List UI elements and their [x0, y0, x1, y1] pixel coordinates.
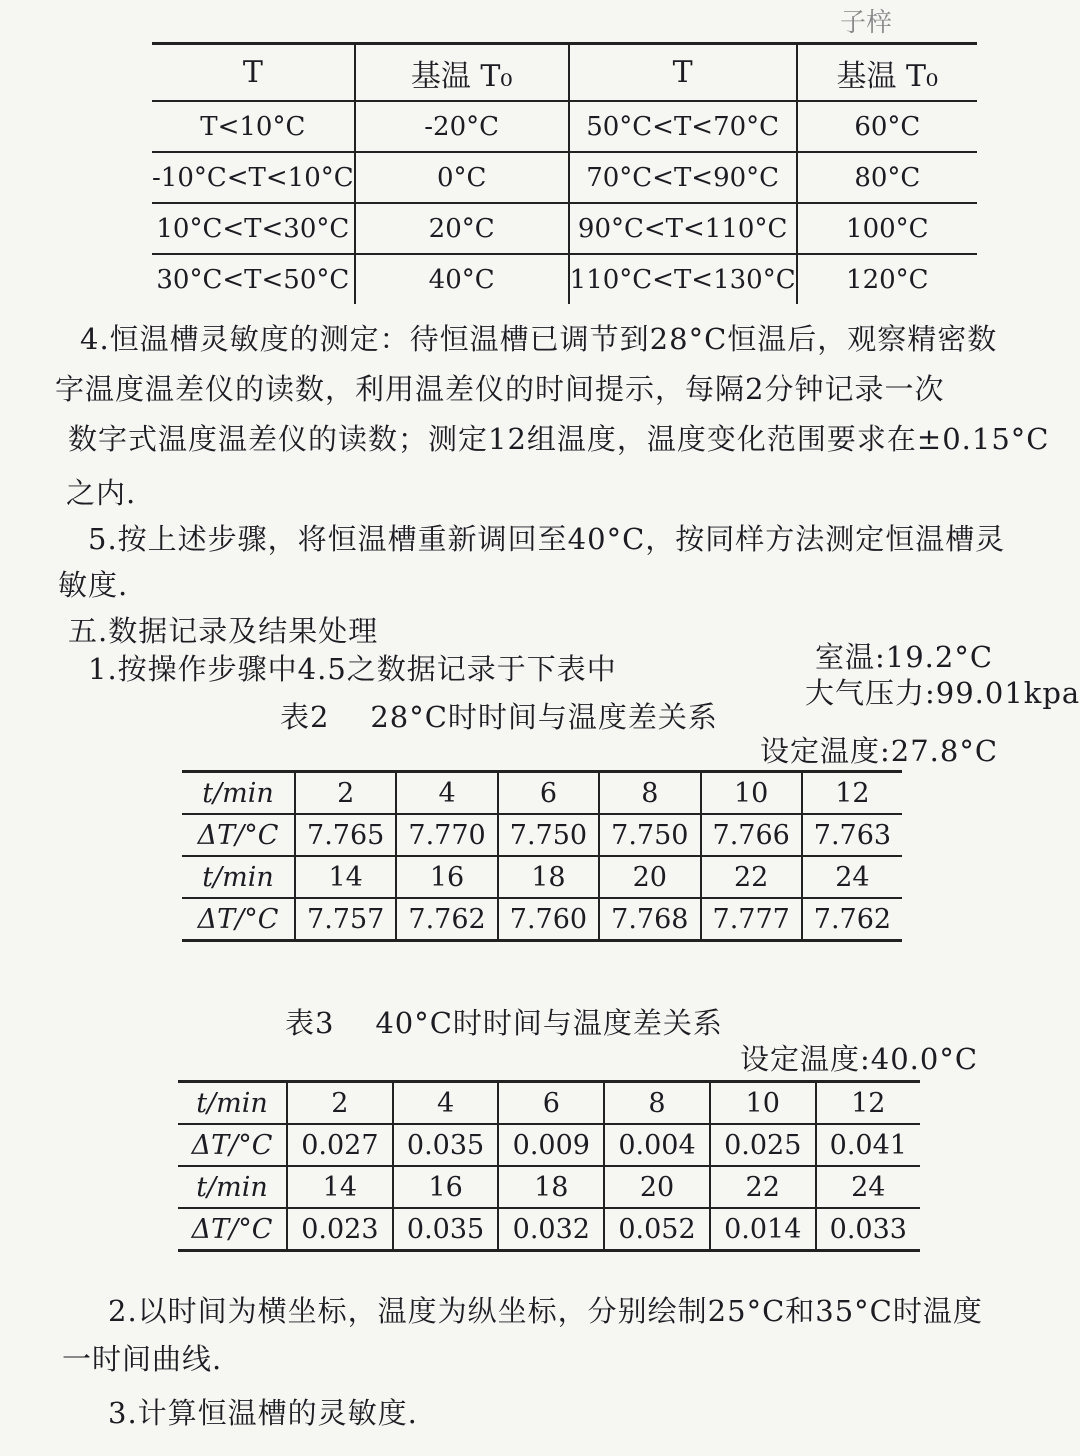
- step4-line4: 之内.: [66, 476, 137, 510]
- table-cell: 90°C<T<110°C: [569, 203, 797, 254]
- table-cell: 12: [802, 772, 902, 815]
- table-cell: 8: [604, 1082, 710, 1125]
- table-cell: 18: [498, 856, 599, 898]
- table-row: [178, 1166, 920, 1208]
- table-row: [182, 814, 902, 856]
- row-label: ΔT/°C: [182, 898, 295, 941]
- table-cell: 22: [701, 856, 802, 898]
- table-header-row: [152, 44, 977, 102]
- table-cell: 6: [498, 1082, 604, 1125]
- table-cell: 120°C: [797, 254, 977, 304]
- row-label: t/min: [182, 856, 295, 898]
- table-cell: 0.023: [287, 1208, 393, 1251]
- table-cell: 10: [701, 772, 802, 815]
- table-row: [152, 254, 977, 304]
- table-cell: 22: [710, 1166, 816, 1208]
- row-label: t/min: [178, 1166, 287, 1208]
- item2-line2: 一时间曲线.: [62, 1342, 223, 1376]
- table-cell: 24: [816, 1166, 920, 1208]
- table-cell: 0.014: [710, 1208, 816, 1251]
- table-cell: 80°C: [797, 152, 977, 203]
- table-cell: 7.750: [498, 814, 599, 856]
- table-cell: 0.027: [287, 1124, 393, 1166]
- row-label: t/min: [178, 1082, 287, 1125]
- table2-time-temperature: [182, 770, 902, 942]
- table-cell: 7.760: [498, 898, 599, 941]
- table-cell: 16: [393, 1166, 499, 1208]
- table-cell: 0.052: [604, 1208, 710, 1251]
- table-cell: 7.766: [701, 814, 802, 856]
- table-cell: 16: [396, 856, 497, 898]
- table-row: [178, 1124, 920, 1166]
- table-cell: 0.009: [498, 1124, 604, 1166]
- table-cell: 70°C<T<90°C: [569, 152, 797, 203]
- table-cell: 10: [710, 1082, 816, 1125]
- step4-line3: 数字式温度温差仪的读数；测定12组温度，温度变化范围要求在±0.15°C: [68, 422, 1050, 456]
- table-cell: 2: [287, 1082, 393, 1125]
- step4-line2: 字温度温差仪的读数，利用温差仪的时间提示，每隔2分钟记录一次: [55, 372, 945, 406]
- table-row: [152, 101, 977, 152]
- table3-setpoint: 设定温度:40.0°C: [740, 1042, 979, 1076]
- column-header: 基温 T₀: [797, 44, 977, 102]
- table-cell: 100°C: [797, 203, 977, 254]
- table-row: [182, 898, 902, 941]
- table-cell: 7.765: [295, 814, 396, 856]
- table-cell: 0.035: [393, 1124, 499, 1166]
- table-cell: 4: [396, 772, 497, 815]
- section-title: 五.数据记录及结果处理: [68, 614, 379, 648]
- column-header: 基温 T₀: [355, 44, 569, 102]
- table-cell: 40°C: [355, 254, 569, 304]
- table-cell: 0.041: [816, 1124, 920, 1166]
- table-cell: 14: [287, 1166, 393, 1208]
- table2-setpoint: 设定温度:27.8°C: [760, 734, 999, 768]
- item1-text: 1.按操作步骤中4.5之数据记录于下表中: [88, 652, 617, 686]
- table-cell: 50°C<T<70°C: [569, 101, 797, 152]
- table-cell: T<10°C: [152, 101, 355, 152]
- table-cell: 7.762: [802, 898, 902, 941]
- table-cell: 20: [599, 856, 700, 898]
- table-cell: 110°C<T<130°C: [569, 254, 797, 304]
- atmospheric-pressure: 大气压力:99.01kpa: [805, 676, 1080, 710]
- table2-caption: 表2 28°C时时间与温度差关系: [280, 700, 718, 734]
- table-cell: -20°C: [355, 101, 569, 152]
- row-label: ΔT/°C: [178, 1124, 287, 1166]
- step5-line1: 5.按上述步骤，将恒温槽重新调回至40°C，按同样方法测定恒温槽灵: [88, 522, 1006, 556]
- row-label: ΔT/°C: [182, 814, 295, 856]
- column-header: T: [152, 44, 355, 102]
- table-cell: 7.762: [396, 898, 497, 941]
- table-row: [178, 1208, 920, 1251]
- table-row: [152, 152, 977, 203]
- table-cell: 10°C<T<30°C: [152, 203, 355, 254]
- table-cell: 2: [295, 772, 396, 815]
- column-header: T: [569, 44, 797, 102]
- table-row: [152, 203, 977, 254]
- table-cell: 30°C<T<50°C: [152, 254, 355, 304]
- item3-text: 3.计算恒温槽的灵敏度.: [108, 1396, 418, 1430]
- table-cell: 6: [498, 772, 599, 815]
- table-cell: 0.035: [393, 1208, 499, 1251]
- row-label: ΔT/°C: [178, 1208, 287, 1251]
- table-cell: 20°C: [355, 203, 569, 254]
- item2-line1: 2.以时间为横坐标，温度为纵坐标，分别绘制25°C和35°C时温度: [108, 1294, 983, 1328]
- table-cell: 12: [816, 1082, 920, 1125]
- step4-line1: 4.恒温槽灵敏度的测定：待恒温槽已调节到28°C恒温后，观察精密数: [80, 322, 998, 356]
- table-cell: 7.757: [295, 898, 396, 941]
- table-cell: 60°C: [797, 101, 977, 152]
- header-mark: 子梓: [840, 8, 893, 38]
- table-cell: 18: [498, 1166, 604, 1208]
- room-temperature: 室温:19.2°C: [815, 640, 994, 674]
- step5-line2: 敏度.: [58, 568, 129, 602]
- table-cell: 7.770: [396, 814, 497, 856]
- table-cell: 8: [599, 772, 700, 815]
- reference-temperature-table: [152, 42, 977, 304]
- table3-caption: 表3 40°C时时间与温度差关系: [285, 1006, 723, 1040]
- table-cell: 14: [295, 856, 396, 898]
- table-cell: 0.004: [604, 1124, 710, 1166]
- row-label: t/min: [182, 772, 295, 815]
- table-row: [182, 772, 902, 815]
- table-row: [182, 856, 902, 898]
- table-cell: 7.768: [599, 898, 700, 941]
- table-cell: 7.750: [599, 814, 700, 856]
- table-cell: -10°C<T<10°C: [152, 152, 355, 203]
- table-cell: 7.777: [701, 898, 802, 941]
- table-cell: 24: [802, 856, 902, 898]
- table-cell: 20: [604, 1166, 710, 1208]
- table3-time-temperature: [178, 1080, 920, 1252]
- table-cell: 7.763: [802, 814, 902, 856]
- table-row: [178, 1082, 920, 1125]
- table-cell: 0°C: [355, 152, 569, 203]
- table-cell: 0.033: [816, 1208, 920, 1251]
- table-cell: 4: [393, 1082, 499, 1125]
- table-cell: 0.025: [710, 1124, 816, 1166]
- table-cell: 0.032: [498, 1208, 604, 1251]
